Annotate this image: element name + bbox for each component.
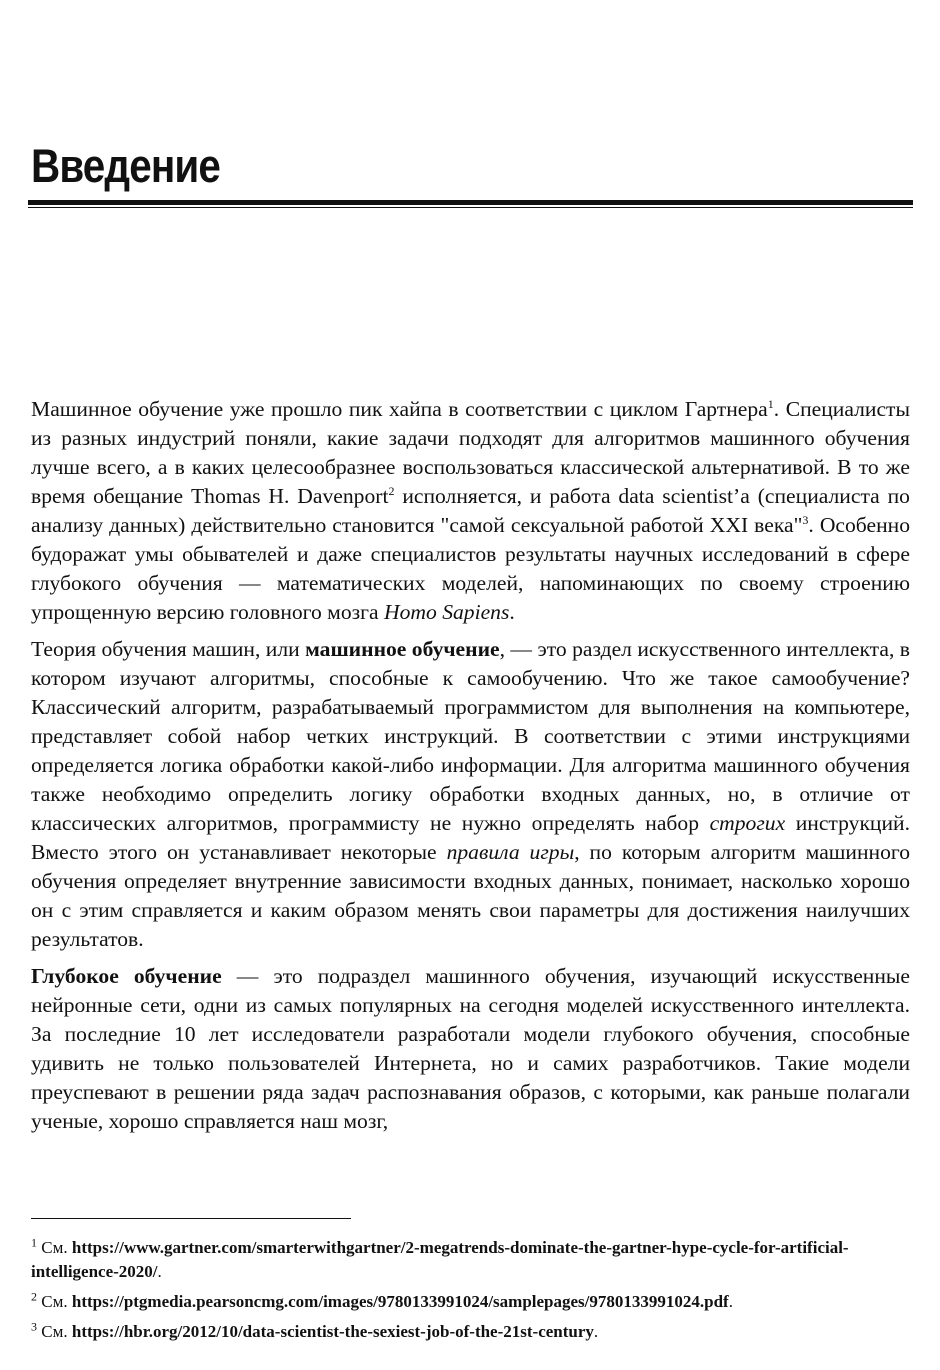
body-text <box>31 395 910 1144</box>
footnote-1: $^1$ См. https://www.gartner.com/smarterwithgartner/2-megatrends-dominate-the-gartner-hype-cycle-for-artificial-intelligence-2020/. <box>31 1235 849 1281</box>
footnote-link[interactable]: https://www.gartner.com/smarterwithgartner/2-megatrends-dominate-the-gartner-hype-cycle-for-artificial-intelligence-2020/ <box>31 1238 849 1281</box>
title-rule-thick <box>28 200 913 205</box>
title-rule-thin <box>28 207 913 208</box>
footnote-ref-1[interactable]: 1 <box>767 396 774 411</box>
chapter-title: Введение <box>31 139 220 192</box>
paragraph-2: Теория обучения машин, или машинное обучение, — это раздел искусственного интеллекта, в котором изучают алгоритмы, способные к самообучению. Что же такое самообучение? Классический алгоритм, разрабатываемый программистом для выполнения на компьютере, представляет собой набор четких инструкций. В соответствии с этими инструкциями определяется логика обработки какой-либо информации. Для алгоритма машинного обучения также необходимо определить логику обработки входных данных, но, в отличие от классических алгоритмов, программисту не нужно определять набор строгих инструкций. Вместо этого он устанавливает некоторые правила игры, по которым алгоритм машинного обучения определяет внутренние зависимости входных данных, понимает, насколько хорошо он с этим справляется и каким образом менять свои параметры для достижения наилучших результатов. <box>31 637 910 951</box>
footnote-link[interactable]: https://hbr.org/2012/10/data-scientist-the-sexiest-job-of-the-21st-century <box>71 1322 594 1341</box>
footnote-ref-3[interactable]: 3 <box>802 512 809 527</box>
footnote-link[interactable]: https://ptgmedia.pearsoncmg.com/images/9780133991024/samplepages/9780133991024.pdf <box>71 1292 729 1311</box>
paragraph-1: Машинное обучение уже прошло пик хайпа в соответствии с циклом Гартнера$^1$. Специалисты из разных индустрий поняли, какие задачи подходят для алгоритмов машинного обучения лучше всего, а в каких целесообразнее воспользоваться классической альтернативой. В то же время обещание Thomas H. Davenport$^2$ исполняется, и работа data scientist’а (специалиста по анализу данных) действительно становится "самой сексуальной работой XXI века"$^3$. Особенно будоражат умы обывателей и даже специалистов результаты научных исследований в сфере глубокого обучения — математических моделей, напоминающих по своему строению упрощенную версию головного мозга Homo Sapiens. <box>31 396 911 624</box>
footnotes <box>31 1236 910 1350</box>
paragraph-3: Глубокое обучение — это подраздел машинного обучения, изучающий искусственные нейронные сети, одни из самых популярных на сегодня моделей искусственного интеллекта. За последние 10 лет исследователи разработали модели глубокого обучения, способные удивить не только пользователей Интернета, но и самих разработчиков. Такие модели преуспевают в решении ряда задач распознавания образов, с которыми, как раньше полагали ученые, хорошо справляется наш мозг, <box>31 964 910 1133</box>
footnote-ref-2[interactable]: 2 <box>388 483 395 498</box>
footnote-3: $^3$ См. https://hbr.org/2012/10/data-scientist-the-sexiest-job-of-the-21st-century. <box>31 1319 599 1341</box>
footnote-separator <box>31 1218 351 1219</box>
footnote-2: $^2$ См. https://ptgmedia.pearsoncmg.com/images/9780133991024/samplepages/9780133991024.pdf. <box>31 1289 733 1311</box>
